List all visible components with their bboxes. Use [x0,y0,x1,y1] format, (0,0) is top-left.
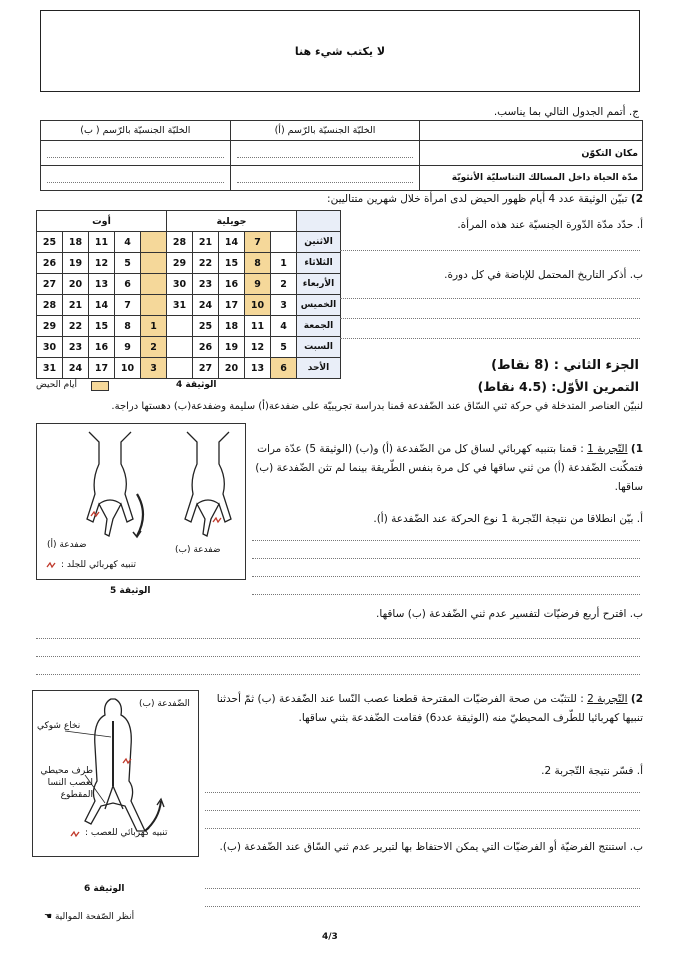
calendar-cell-july [167,337,193,358]
answer-line-e1b-1[interactable] [36,638,640,639]
answer-line-e1a-4[interactable] [252,594,640,595]
hand-pointer-icon: ☚ [44,912,53,922]
calendar-cell-august [141,295,167,316]
flex-arrow [137,494,143,536]
answer-line-e2b-2[interactable] [205,906,640,907]
answer-line-2a[interactable] [340,250,640,251]
part2-title: الجزء الثاني : (8 نقاط) [491,358,639,373]
doc6-frog-label: الضّفدعة (ب) [139,699,190,709]
question-2a-num: أ. [636,219,643,231]
calendar-cell-august: 22 [63,316,89,337]
calendar-row [37,295,341,316]
calendar-cell-august: 31 [37,358,63,379]
frog-b-label: ضفدعة (ب) [175,545,221,555]
cells-cell-a2[interactable] [230,166,420,191]
calendar-cell-august: 24 [63,358,89,379]
calendar-cell-august: 8 [115,316,141,337]
doc5-figure [36,423,246,580]
doc6-figure [32,690,199,857]
exercise1-title: التمرين الأوّل: (4.5 نقاط) [477,379,639,394]
exp1-question-b: ب. اقترح أربع فرضيّات لتفسير عدم ثني الضّفدعة (ب) ساقها. [376,608,643,620]
answer-line-e2a-2[interactable] [205,810,640,811]
doc6-nerve-label: طرف محيطي لعصب النسا المقطوع [40,766,93,800]
answer-line-e1a-2[interactable] [252,558,640,559]
calendar-cell-july: 6 [271,358,297,379]
calendar-cell-august: 19 [63,253,89,274]
calendar-cell-august: 29 [37,316,63,337]
calendar-row [37,337,341,358]
calendar-month-august: أوت [37,211,167,232]
calendar-cell-july: 18 [219,316,245,337]
calendar-cell-august [141,274,167,295]
calendar-cell-july [167,358,193,379]
calendar-cell-august: 1 [141,316,167,337]
exp1-body: : قمنا بتنبيه كهربائي لساق كل من الضّفدعة (أ) و(ب) (الوثيقة 5) عدّة مرات فتمكّنت الضّفدعة (أ) من ثني ساقها في كل مرة بنفس الطّريقة بينما لم تثن الضّفدعة (ب) ساقها. [255,443,643,493]
calendar-cell-july: 17 [219,295,245,316]
calendar-row [37,358,341,379]
calendar-cell-july: 4 [271,316,297,337]
calendar-row [37,253,341,274]
frogs-drawing [37,424,247,581]
answer-line-e1b-2[interactable] [36,656,640,657]
calendar-cell-august: 5 [115,253,141,274]
calendar-day-name: الجمعة [297,316,341,337]
stim-legend6-icon [71,832,79,836]
doc5-legend: : تنبيه كهربائي للجلد [61,560,136,570]
exp1-question-a: أ. بيّن انطلاقا من نتيجة التّجربة 1 نوع الحركة عند الضّفدعة (أ). [373,513,643,525]
question-c-text: أتمم الجدول التالي بما يناسب. [493,106,626,118]
doc6-spinal-label: نخاع شوكي [37,721,81,731]
part2-intro: لنبيّن العناصر المتدخلة في حركة ثني السّاق عند الضّفدعة قمنا بدراسة تجريبيّة على ضفدعة(أ) سليمة وضفدعة(ب) دهستها دراجة. [111,401,643,412]
answer-line-e2b-1[interactable] [205,888,640,889]
doc5-caption: الوثيقة 5 [110,586,151,596]
cells-col-a: الخليّة الجنسيّة بالرّسم (أ) [230,121,420,141]
calendar-cell-august: 18 [63,232,89,253]
calendar-cell-august: 20 [63,274,89,295]
calendar-day-name: السبت [297,337,341,358]
calendar-cell-august: 9 [115,337,141,358]
calendar-row [37,274,341,295]
calendar-cell-july: 27 [193,358,219,379]
calendar-cell-july: 8 [245,253,271,274]
cells-table [40,120,643,191]
exp1-num: 1) [630,443,643,455]
question-c-num: ج. [628,106,639,118]
stim-b-icon [213,518,221,522]
calendar-cell-july: 15 [219,253,245,274]
calendar-day-name: الأحد [297,358,341,379]
calendar-cell-august: 17 [89,358,115,379]
calendar-cell-july: 29 [167,253,193,274]
calendar-cell-august: 27 [37,274,63,295]
calendar-cell-august: 26 [37,253,63,274]
answer-line-e1a-3[interactable] [252,576,640,577]
calendar-cell-august: 2 [141,337,167,358]
question-2 [33,190,643,209]
calendar-cell-july: 7 [245,232,271,253]
calendar-cell-july: 10 [245,295,271,316]
calendar-cell-august: 11 [89,232,115,253]
question-2-num: 2) [630,193,643,205]
calendar-cell-july [167,316,193,337]
calendar-table [36,210,341,379]
calendar-cell-july: 28 [167,232,193,253]
exp1-label: التّجربة 1 [587,443,628,455]
calendar-cell-august: 25 [37,232,63,253]
answer-line-2b-3[interactable] [340,338,640,339]
calendar-cell-july: 25 [193,316,219,337]
calendar-cell-july: 12 [245,337,271,358]
answer-line-e1a-1[interactable] [252,540,640,541]
legend-label: أيام الحيض [36,380,77,390]
calendar-cell-july: 5 [271,337,297,358]
calendar-cell-august: 6 [115,274,141,295]
doc6-caption: الوثيقة 6 [84,884,125,894]
calendar-cell-august: 10 [115,358,141,379]
calendar-row [37,232,341,253]
calendar-cell-august: 3 [141,358,167,379]
calendar-cell-july: 14 [219,232,245,253]
calendar-cell-august: 14 [89,295,115,316]
cells-row-lifetime: مدّة الحياة داخل المسالك التناسليّة الأنثويّة [420,166,643,191]
calendar-cell-july: 1 [271,253,297,274]
question-2b: ب. أذكر التاريخ المحتمل للإباضة في كل دورة. [444,269,643,281]
calendar-cell-july: 3 [271,295,297,316]
exp2-body: : للتثبّت من صحة الفرضيّات المقترحة قطعنا عصب النّسا عند الضّفدعة (ب) ثمّ أحدثنا تنبيها كهربائيا للطّرف المحيطيّ منه (الوثيقة عدد6) فقامت الضّفدعة بثني ساقها. [216,693,643,724]
calendar-cell-july: 16 [219,274,245,295]
calendar-cell-august: 30 [37,337,63,358]
calendar-cell-august: 15 [89,316,115,337]
calendar-cell-august: 23 [63,337,89,358]
frog-a-label: ضفدعة (أ) [47,540,87,550]
calendar-cell-july: 9 [245,274,271,295]
calendar-month-july: جويلية [167,211,297,232]
calendar-cell-july: 13 [245,358,271,379]
cells-cell-a1[interactable] [230,141,420,166]
answer-line-e1b-3[interactable] [36,674,640,675]
next-page-text: أنظر الصّفحة الموالية [54,912,135,922]
doc4-footer [36,380,286,394]
legend-swatch [91,381,109,391]
page-number: 4/3 [322,932,338,942]
calendar-cell-august: 21 [63,295,89,316]
calendar-cell-july: 11 [245,316,271,337]
calendar-cell-july: 24 [193,295,219,316]
cells-corner [420,121,643,141]
exp1-text [253,440,643,497]
cells-col-b: الخليّة الجنسيّة بالرّسم ( ب) [41,121,231,141]
calendar-row [37,316,341,337]
exp2-question-b: ب. استنتج الفرضيّة أو الفرضيّات التي يمكن الاحتفاظ بها لتبرير عدم ثني السّاق عند الضّفدعة (ب). [219,841,643,853]
do-not-write-text: لا يكتب شيء هنا [294,45,386,58]
calendar-cell-july: 19 [219,337,245,358]
answer-line-e2a-3[interactable] [205,828,640,829]
calendar-body [37,232,341,379]
calendar-day-name: الاثنين [297,232,341,253]
calendar-cell-august: 16 [89,337,115,358]
calendar-cell-july: 26 [193,337,219,358]
doc6-legend: : تنبيه كهربائي للعصب [85,828,168,838]
exp2-label: التّجربة 2 [587,693,628,705]
calendar-cell-july: 30 [167,274,193,295]
doc4-caption: الوثيقة 4 [176,380,217,390]
answer-line-e2a-1[interactable] [205,792,640,793]
calendar-cell-august: 4 [115,232,141,253]
cells-row-formation: مكان التكوّن [420,141,643,166]
calendar-cell-july: 22 [193,253,219,274]
cells-cell-b2[interactable] [41,166,231,191]
calendar-cell-august: 12 [89,253,115,274]
calendar-corner [297,211,341,232]
question-2a-text: حدّد مدّة الدّورة الجنسيّة عند هذه المرأة. [457,219,634,231]
exp2-num: 2) [630,693,643,705]
stim-legend-icon [47,563,55,567]
calendar-cell-july: 23 [193,274,219,295]
calendar-cell-july [271,232,297,253]
calendar-cell-july: 2 [271,274,297,295]
calendar-cell-august: 7 [115,295,141,316]
calendar-day-name: الأربعاء [297,274,341,295]
question-2-text: تبيّن الوثيقة عدد 4 أيام ظهور الحيض لدى امرأة خلال شهرين متتاليين: [327,193,628,205]
calendar-cell-august: 13 [89,274,115,295]
answer-line-2b-2[interactable] [340,318,640,319]
stim-a-icon [91,512,99,516]
calendar-cell-july: 31 [167,295,193,316]
next-page-note [44,912,134,922]
calendar-cell-august: 28 [37,295,63,316]
cells-cell-b1[interactable] [41,141,231,166]
exp2-question-a: أ. فسّر نتيجة التّجربة 2. [541,765,643,777]
calendar-cell-july: 20 [219,358,245,379]
calendar-day-name: الخميس [297,295,341,316]
question-2a [343,216,643,235]
answer-line-2b-1[interactable] [340,298,640,299]
calendar-cell-august [141,232,167,253]
calendar-day-name: الثلاثاء [297,253,341,274]
calendar-cell-august [141,253,167,274]
exp2-text [213,690,643,728]
calendar-cell-july: 21 [193,232,219,253]
do-not-write-box [40,10,640,92]
